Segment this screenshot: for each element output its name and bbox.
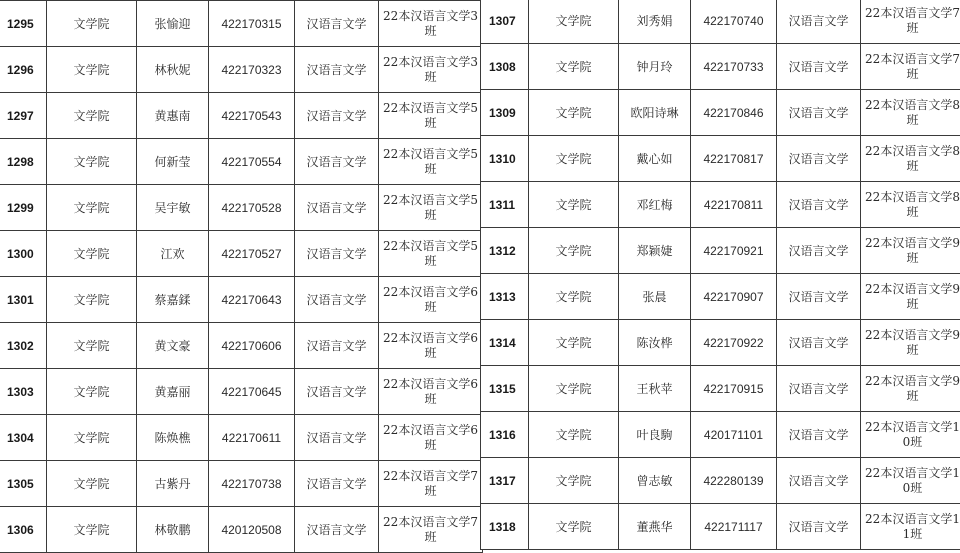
student-id-cell: 420120508 <box>209 507 295 553</box>
college-cell: 文学院 <box>47 231 137 277</box>
major-cell: 汉语言文学 <box>295 139 379 185</box>
row-number: 1298 <box>0 139 47 185</box>
student-id-cell: 422170611 <box>209 415 295 461</box>
major-cell: 汉语言文学 <box>777 228 861 274</box>
student-id-cell: 422170543 <box>209 93 295 139</box>
major-cell: 汉语言文学 <box>295 369 379 415</box>
major-cell: 汉语言文学 <box>777 136 861 182</box>
table-row <box>0 139 483 185</box>
row-number: 1301 <box>0 277 47 323</box>
college-cell: 文学院 <box>529 136 619 182</box>
row-number: 1315 <box>481 366 529 412</box>
student-name-cell: 王秋苹 <box>619 366 691 412</box>
student-name-cell: 江欢 <box>137 231 209 277</box>
row-number: 1302 <box>0 323 47 369</box>
college-cell: 文学院 <box>529 0 619 44</box>
row-number: 1300 <box>0 231 47 277</box>
table-row <box>481 228 960 274</box>
row-number: 1317 <box>481 458 529 504</box>
table-row <box>0 507 483 553</box>
class-cell: 22本汉语言文学5班 <box>379 93 483 139</box>
student-name-cell: 林秋妮 <box>137 47 209 93</box>
class-cell: 22本汉语言文学6班 <box>379 369 483 415</box>
row-number: 1308 <box>481 44 529 90</box>
right-roster-body <box>481 0 960 550</box>
row-number: 1296 <box>0 47 47 93</box>
major-cell: 汉语言文学 <box>777 90 861 136</box>
college-cell: 文学院 <box>529 228 619 274</box>
student-id-cell: 422170907 <box>691 274 777 320</box>
row-number: 1303 <box>0 369 47 415</box>
student-id-cell: 422170527 <box>209 231 295 277</box>
class-cell: 22本汉语言文学10班 <box>861 412 960 458</box>
table-row <box>0 461 483 507</box>
major-cell: 汉语言文学 <box>295 1 379 47</box>
class-cell: 22本汉语言文学8班 <box>861 136 960 182</box>
student-id-cell: 422280139 <box>691 458 777 504</box>
student-id-cell: 422170922 <box>691 320 777 366</box>
table-row <box>481 182 960 228</box>
class-cell: 22本汉语言文学9班 <box>861 274 960 320</box>
student-name-cell: 张愉迎 <box>137 1 209 47</box>
table-row <box>481 0 960 44</box>
student-name-cell: 叶良駒 <box>619 412 691 458</box>
college-cell: 文学院 <box>47 277 137 323</box>
college-cell: 文学院 <box>529 366 619 412</box>
class-cell: 22本汉语言文学8班 <box>861 90 960 136</box>
table-row <box>481 504 960 550</box>
row-number: 1304 <box>0 415 47 461</box>
table-row <box>481 274 960 320</box>
table-row <box>481 44 960 90</box>
major-cell: 汉语言文学 <box>777 504 861 550</box>
student-id-cell: 422170921 <box>691 228 777 274</box>
table-row <box>0 415 483 461</box>
major-cell: 汉语言文学 <box>295 461 379 507</box>
college-cell: 文学院 <box>529 90 619 136</box>
left-roster-body <box>0 1 483 553</box>
student-id-cell: 422170740 <box>691 0 777 44</box>
student-name-cell: 刘秀娟 <box>619 0 691 44</box>
row-number: 1306 <box>0 507 47 553</box>
major-cell: 汉语言文学 <box>295 231 379 277</box>
college-cell: 文学院 <box>529 182 619 228</box>
table-row <box>481 412 960 458</box>
class-cell: 22本汉语言文学7班 <box>379 507 483 553</box>
student-name-cell: 欧阳诗琳 <box>619 90 691 136</box>
row-number: 1312 <box>481 228 529 274</box>
row-number: 1299 <box>0 185 47 231</box>
student-name-cell: 董燕华 <box>619 504 691 550</box>
student-id-cell: 422170323 <box>209 47 295 93</box>
row-number: 1307 <box>481 0 529 44</box>
class-cell: 22本汉语言文学6班 <box>379 323 483 369</box>
class-cell: 22本汉语言文学10班 <box>861 458 960 504</box>
table-row <box>481 136 960 182</box>
class-cell: 22本汉语言文学9班 <box>861 320 960 366</box>
student-name-cell: 林敬鹏 <box>137 507 209 553</box>
student-id-cell: 422170643 <box>209 277 295 323</box>
college-cell: 文学院 <box>529 320 619 366</box>
major-cell: 汉语言文学 <box>777 412 861 458</box>
student-name-cell: 蔡嘉鍒 <box>137 277 209 323</box>
student-name-cell: 陈焕樵 <box>137 415 209 461</box>
table-row <box>481 366 960 412</box>
student-id-cell: 422170817 <box>691 136 777 182</box>
student-id-cell: 422171117 <box>691 504 777 550</box>
major-cell: 汉语言文学 <box>777 44 861 90</box>
college-cell: 文学院 <box>529 458 619 504</box>
class-cell: 22本汉语言文学5班 <box>379 231 483 277</box>
student-name-cell: 邓红梅 <box>619 182 691 228</box>
student-name-cell: 何新莹 <box>137 139 209 185</box>
table-row <box>0 185 483 231</box>
student-id-cell: 422170738 <box>209 461 295 507</box>
college-cell: 文学院 <box>47 461 137 507</box>
major-cell: 汉语言文学 <box>295 323 379 369</box>
college-cell: 文学院 <box>529 504 619 550</box>
college-cell: 文学院 <box>47 415 137 461</box>
class-cell: 22本汉语言文学6班 <box>379 415 483 461</box>
college-cell: 文学院 <box>47 47 137 93</box>
college-cell: 文学院 <box>47 507 137 553</box>
row-number: 1316 <box>481 412 529 458</box>
major-cell: 汉语言文学 <box>777 0 861 44</box>
major-cell: 汉语言文学 <box>777 458 861 504</box>
table-row <box>0 323 483 369</box>
major-cell: 汉语言文学 <box>295 93 379 139</box>
major-cell: 汉语言文学 <box>295 415 379 461</box>
class-cell: 22本汉语言文学6班 <box>379 277 483 323</box>
student-id-cell: 422170315 <box>209 1 295 47</box>
student-id-cell: 422170645 <box>209 369 295 415</box>
table-row <box>481 320 960 366</box>
college-cell: 文学院 <box>47 93 137 139</box>
table-row <box>0 231 483 277</box>
student-id-cell: 422170846 <box>691 90 777 136</box>
row-number: 1311 <box>481 182 529 228</box>
class-cell: 22本汉语言文学5班 <box>379 185 483 231</box>
student-id-cell: 422170811 <box>691 182 777 228</box>
row-number: 1313 <box>481 274 529 320</box>
table-row <box>0 369 483 415</box>
student-name-cell: 钟月玲 <box>619 44 691 90</box>
table-row <box>0 47 483 93</box>
class-cell: 22本汉语言文学3班 <box>379 47 483 93</box>
student-name-cell: 戴心如 <box>619 136 691 182</box>
major-cell: 汉语言文学 <box>295 507 379 553</box>
college-cell: 文学院 <box>47 323 137 369</box>
row-number: 1305 <box>0 461 47 507</box>
right-roster-table <box>480 0 960 550</box>
class-cell: 22本汉语言文学7班 <box>861 0 960 44</box>
class-cell: 22本汉语言文学7班 <box>379 461 483 507</box>
class-cell: 22本汉语言文学11班 <box>861 504 960 550</box>
student-name-cell: 黄文豪 <box>137 323 209 369</box>
major-cell: 汉语言文学 <box>777 182 861 228</box>
student-name-cell: 陈汝桦 <box>619 320 691 366</box>
student-id-cell: 422170606 <box>209 323 295 369</box>
class-cell: 22本汉语言文学5班 <box>379 139 483 185</box>
college-cell: 文学院 <box>47 1 137 47</box>
row-number: 1314 <box>481 320 529 366</box>
class-cell: 22本汉语言文学9班 <box>861 366 960 412</box>
student-id-cell: 422170733 <box>691 44 777 90</box>
college-cell: 文学院 <box>47 139 137 185</box>
student-name-cell: 黄嘉丽 <box>137 369 209 415</box>
table-row <box>0 1 483 47</box>
student-name-cell: 古紫丹 <box>137 461 209 507</box>
student-id-cell: 422170554 <box>209 139 295 185</box>
row-number: 1297 <box>0 93 47 139</box>
student-name-cell: 曾志敏 <box>619 458 691 504</box>
student-id-cell: 420171101 <box>691 412 777 458</box>
student-id-cell: 422170528 <box>209 185 295 231</box>
class-cell: 22本汉语言文学3班 <box>379 1 483 47</box>
class-cell: 22本汉语言文学7班 <box>861 44 960 90</box>
row-number: 1309 <box>481 90 529 136</box>
major-cell: 汉语言文学 <box>777 274 861 320</box>
student-name-cell: 张晨 <box>619 274 691 320</box>
college-cell: 文学院 <box>529 412 619 458</box>
major-cell: 汉语言文学 <box>777 366 861 412</box>
college-cell: 文学院 <box>529 44 619 90</box>
table-row <box>0 277 483 323</box>
class-cell: 22本汉语言文学8班 <box>861 182 960 228</box>
row-number: 1295 <box>0 1 47 47</box>
student-id-cell: 422170915 <box>691 366 777 412</box>
major-cell: 汉语言文学 <box>295 185 379 231</box>
class-cell: 22本汉语言文学9班 <box>861 228 960 274</box>
table-row <box>481 90 960 136</box>
major-cell: 汉语言文学 <box>295 47 379 93</box>
student-name-cell: 郑颖婕 <box>619 228 691 274</box>
major-cell: 汉语言文学 <box>777 320 861 366</box>
row-number: 1318 <box>481 504 529 550</box>
major-cell: 汉语言文学 <box>295 277 379 323</box>
college-cell: 文学院 <box>47 185 137 231</box>
college-cell: 文学院 <box>47 369 137 415</box>
student-name-cell: 吴宇敏 <box>137 185 209 231</box>
college-cell: 文学院 <box>529 274 619 320</box>
table-row <box>0 93 483 139</box>
row-number: 1310 <box>481 136 529 182</box>
table-row <box>481 458 960 504</box>
student-name-cell: 黄惠南 <box>137 93 209 139</box>
